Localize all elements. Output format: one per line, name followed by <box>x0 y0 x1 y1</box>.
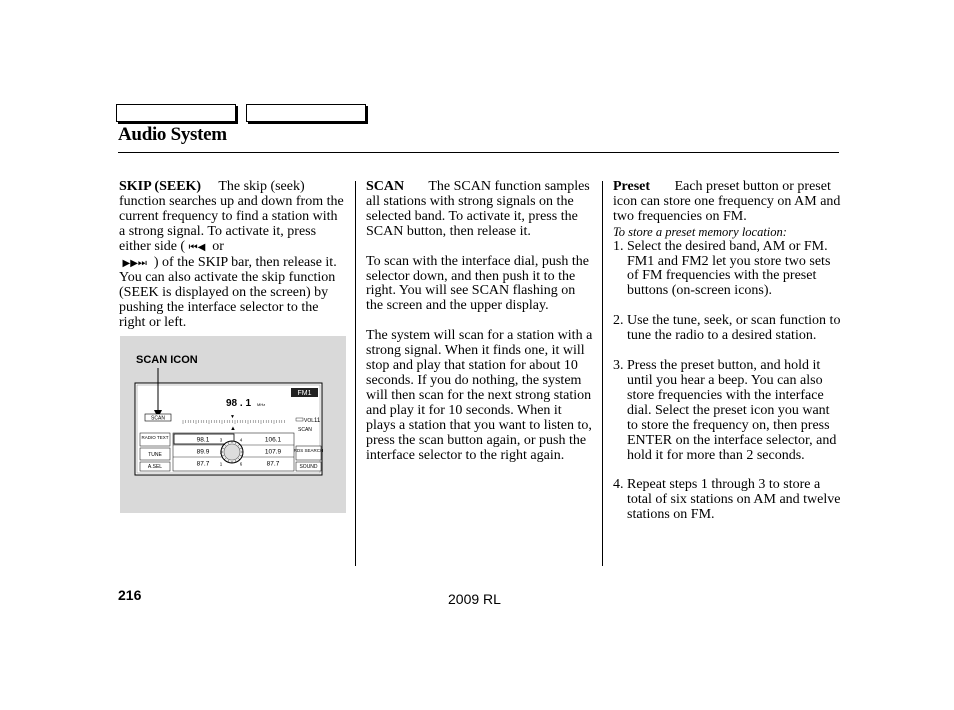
skip-text-or: or <box>212 238 224 254</box>
list-item: 3. Press the preset button, and hold it until you hear a beep. You can also store frequencies with the interface dial. Select the preset icon you want to store the frequency on, then press ENTER on the interface selector, and hold it for more than 2 seconds. <box>613 358 837 463</box>
scan-label: SCAN <box>298 427 312 433</box>
skip-next-icon: ▶▶⏭ <box>122 257 147 269</box>
column-skip-seek <box>119 180 347 346</box>
list-item: 1. Select the desired band, AM or FM. FM1 and FM2 let you store two sets of FM frequencies with the preset buttons (on-screen icons). <box>613 238 831 299</box>
scan-paragraph-2: To scan with the interface dial, push the selector down, and then push it to the right. You will see SCAN flashing on the screen and the upper display. <box>366 253 589 314</box>
preset-frequency: 98.1 <box>196 436 210 444</box>
scan-icon: SCAN <box>151 415 165 422</box>
preset-number: 1 <box>219 461 223 467</box>
radio-display-illustration <box>120 336 346 513</box>
preset-paragraph <box>613 180 841 225</box>
column-scan <box>366 180 594 478</box>
skip-paragraph <box>119 180 347 331</box>
skip-heading: SKIP (SEEK) <box>119 179 202 194</box>
preset-frequency: 87.7 <box>196 460 210 468</box>
scale-marker: ▼ <box>230 414 235 420</box>
preset-steps <box>613 240 841 524</box>
preset-frequency: 107.9 <box>264 448 282 456</box>
preset-text: Each preset button or preset icon can store one frequency on AM and two frequencies on FM. <box>613 179 841 224</box>
scan-heading: SCAN <box>366 179 405 194</box>
preset-frequency: 87.7 <box>266 460 280 468</box>
frequency-readout: 98 . 1 <box>226 398 252 409</box>
scan-paragraph-3: The system will scan for a station with a strong signal. When it finds one, it will stop and play that station for about 10 seconds. If you do nothing, the system will then scan for the next strong station and play it for 10 seconds. When it plays a station that you want to listen to, press the scan button again, or push the interface selector to the right again. <box>366 328 593 463</box>
page-number: 216 <box>118 587 142 603</box>
header-tab-box <box>246 104 366 122</box>
band-label: FM1 <box>297 390 312 397</box>
rds-search-button: RDS SEARCH <box>293 448 324 453</box>
list-item: 4. Repeat steps 1 through 3 to store a total of six stations on AM and twelve stations on FM. <box>613 477 841 523</box>
asel-button: A.SEL <box>147 464 163 470</box>
tune-button: TUNE <box>148 452 162 458</box>
scan-text-1: The SCAN function samples all stations with strong signals on the selected band. To activate it, press the SCAN button, then release it. <box>366 179 590 239</box>
figure-label: SCAN ICON <box>136 354 198 366</box>
frequency-unit: MHz <box>257 402 266 407</box>
vol-value: 11 <box>314 418 321 424</box>
column-preset <box>613 180 841 538</box>
preset-heading: Preset <box>613 179 651 194</box>
sound-button: SOUND <box>299 464 318 470</box>
header-tab-box <box>116 104 236 122</box>
preset-number: 4 <box>239 437 243 443</box>
list-item: 2. Use the tune, seek, or scan function to tune the radio to a desired station. <box>613 313 841 344</box>
svg-text:▲: ▲ <box>230 426 236 432</box>
page-title: Audio System <box>118 124 227 145</box>
footer-model: 2009 RL <box>448 591 501 607</box>
preset-number: 6 <box>239 461 243 467</box>
scan-icon-figure <box>120 336 346 513</box>
preset-subheading: To store a preset memory location: <box>613 224 787 239</box>
preset-number: 3 <box>219 437 223 443</box>
title-rule <box>118 152 839 153</box>
skip-prev-icon: ⏮◀ <box>188 241 206 253</box>
column-divider <box>355 181 356 566</box>
preset-frequency: 106.1 <box>264 436 282 444</box>
skip-text-a: The skip (seek) function searches up and down from the current frequency to find a station with a strong signal. To activate it, press either side ( <box>119 179 344 254</box>
preset-frequency: 89.9 <box>196 448 210 456</box>
vol-label: VOL <box>304 418 315 424</box>
scan-paragraph-1 <box>366 180 594 240</box>
column-divider <box>602 181 603 566</box>
skip-text-b: ) of the SKIP bar, then release it. You can also activate the skip function (SEEK is displayed on the screen) by pushing the interface selector to the right or left. <box>119 254 337 331</box>
radio-text-button: RADIO TEXT <box>141 435 169 440</box>
